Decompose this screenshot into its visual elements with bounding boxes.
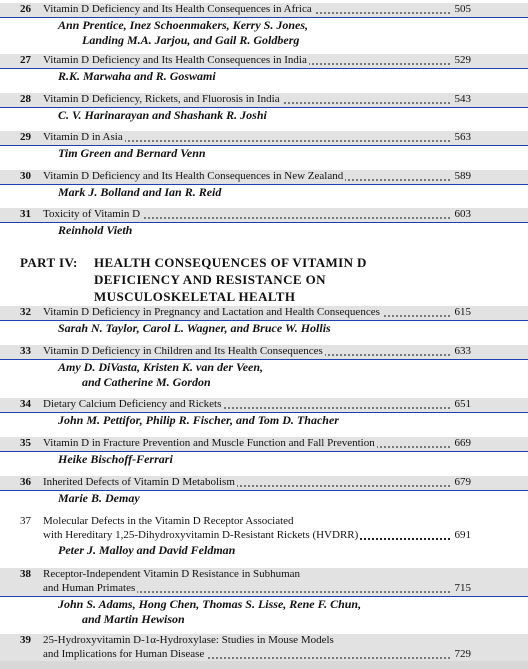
chapter-title[interactable]: Vitamin D Deficiency and Its Health Consequences in Africa bbox=[43, 3, 312, 15]
chapter-title[interactable]: Toxicity of Vitamin D bbox=[43, 208, 141, 220]
chapter-title[interactable]: Dietary Calcium Deficiency and Rickets bbox=[43, 398, 222, 410]
page-number[interactable]: 603 bbox=[452, 208, 472, 221]
chapter-number: 38 bbox=[20, 568, 31, 580]
page-number[interactable]: 651 bbox=[452, 398, 472, 411]
chapter-authors: John S. Adams, Hong Chen, Thomas S. Lisse, Rene F. Chun, bbox=[58, 597, 362, 611]
page-number[interactable]: 529 bbox=[452, 54, 472, 67]
page-number: 691 bbox=[452, 529, 472, 542]
toc-entry-link[interactable] bbox=[0, 345, 528, 360]
page-number[interactable]: 543 bbox=[452, 93, 472, 106]
chapter-authors: Marie B. Demay bbox=[58, 491, 140, 505]
page-bottom-strip bbox=[0, 661, 528, 669]
chapter-number: 27 bbox=[20, 54, 31, 66]
chapter-authors: and Catherine M. Gordon bbox=[82, 375, 211, 389]
chapter-title[interactable]: Vitamin D Deficiency and Its Health Consequences in India bbox=[43, 54, 307, 66]
chapter-authors: Heike Bischoff-Ferrari bbox=[58, 452, 173, 466]
chapter-title[interactable]: Inherited Defects of Vitamin D Metabolism bbox=[43, 476, 235, 488]
toc-entry-link[interactable] bbox=[0, 170, 528, 185]
toc-entry-28[interactable] bbox=[0, 93, 528, 123]
toc-entry-link[interactable] bbox=[0, 54, 528, 69]
chapter-number: 39 bbox=[20, 634, 31, 646]
chapter-authors: John M. Pettifor, Philip R. Fischer, and Tom D. Thacher bbox=[58, 413, 339, 427]
chapter-authors: R.K. Marwaha and R. Goswami bbox=[58, 69, 216, 83]
chapter-number: 35 bbox=[20, 437, 31, 449]
toc-entry-33[interactable] bbox=[0, 345, 528, 390]
chapter-number: 28 bbox=[20, 93, 31, 105]
toc-entry-34[interactable] bbox=[0, 398, 528, 428]
chapter-number: 31 bbox=[20, 208, 31, 220]
chapter-title: Molecular Defects in the Vitamin D Receptor Associated bbox=[43, 515, 294, 527]
chapter-title[interactable]: Receptor-Independent Vitamin D Resistance in Subhuman bbox=[43, 568, 301, 580]
chapter-title[interactable]: Vitamin D Deficiency in Pregnancy and Lactation and Health Consequences bbox=[43, 306, 380, 318]
part-title-line: HEALTH CONSEQUENCES OF VITAMIN D bbox=[94, 255, 367, 270]
chapter-number: 26 bbox=[20, 3, 31, 15]
chapter-authors: Tim Green and Bernard Venn bbox=[58, 146, 206, 160]
chapter-number: 30 bbox=[20, 170, 31, 182]
chapter-authors: Sarah N. Taylor, Carol L. Wagner, and Bruce W. Hollis bbox=[58, 321, 331, 335]
chapter-title[interactable]: and Human Primates bbox=[43, 582, 136, 594]
part-title bbox=[94, 255, 494, 306]
chapter-authors: Reinhold Vieth bbox=[58, 223, 133, 237]
page-number[interactable]: 505 bbox=[452, 3, 472, 16]
chapter-title[interactable]: Vitamin D in Fracture Prevention and Muscle Function and Fall Prevention bbox=[43, 437, 375, 449]
toc-entry-35[interactable] bbox=[0, 437, 528, 467]
page-number[interactable]: 615 bbox=[452, 306, 472, 319]
toc-entry-31[interactable] bbox=[0, 208, 528, 238]
page-number[interactable]: 669 bbox=[452, 437, 472, 450]
toc-entry-32[interactable] bbox=[0, 306, 528, 336]
toc-entry-36[interactable] bbox=[0, 476, 528, 506]
chapter-title[interactable]: Vitamin D Deficiency in Children and Its Health Consequences bbox=[43, 345, 323, 357]
chapter-title[interactable]: 25-Hydroxyvitamin D-1α-Hydroxylase: Studies in Mouse Models bbox=[43, 634, 334, 646]
chapter-title[interactable]: Vitamin D Deficiency and Its Health Consequences in New Zealand bbox=[43, 170, 344, 182]
chapter-authors: Landing M.A. Jarjou, and Gail R. Goldberg bbox=[82, 33, 300, 47]
page-number[interactable]: 563 bbox=[452, 131, 472, 144]
page-number[interactable]: 729 bbox=[452, 648, 472, 661]
toc-entry-link[interactable] bbox=[0, 634, 528, 648]
chapter-number: 34 bbox=[20, 398, 31, 410]
toc-entry-link[interactable] bbox=[0, 306, 528, 321]
toc-entry-link[interactable] bbox=[0, 568, 528, 582]
part-title-line: MUSCULOSKELETAL HEALTH bbox=[94, 289, 296, 304]
toc-entry-link[interactable] bbox=[0, 208, 528, 223]
toc-entry-39[interactable] bbox=[0, 634, 528, 663]
chapter-authors: C. V. Harinarayan and Shashank R. Joshi bbox=[58, 108, 267, 122]
part-title-line: DEFICIENCY AND RESISTANCE ON bbox=[94, 272, 326, 287]
toc-entry-26[interactable] bbox=[0, 3, 528, 48]
chapter-authors: and Martin Hewison bbox=[82, 612, 185, 626]
toc-entry-link[interactable] bbox=[0, 131, 528, 146]
toc-entry-27[interactable] bbox=[0, 54, 528, 84]
chapter-authors: Ann Prentice, Inez Schoenmakers, Kerry S. Jones, bbox=[58, 18, 309, 32]
chapter-number: 37 bbox=[20, 515, 31, 527]
chapter-authors: Peter J. Malloy and David Feldman bbox=[58, 543, 236, 557]
toc-entry-38[interactable] bbox=[0, 568, 528, 627]
toc-entry-37 bbox=[0, 515, 528, 558]
chapter-title[interactable]: Vitamin D Deficiency, Rickets, and Fluorosis in India bbox=[43, 93, 280, 105]
chapter-number: 29 bbox=[20, 131, 31, 143]
toc-entry-link[interactable] bbox=[0, 437, 528, 452]
chapter-number: 32 bbox=[20, 306, 31, 318]
chapter-title[interactable]: Vitamin D in Asia bbox=[43, 131, 123, 143]
toc-entry-link[interactable] bbox=[0, 3, 528, 18]
page-number[interactable]: 715 bbox=[452, 582, 472, 595]
chapter-authors: Amy D. DiVasta, Kristen K. van der Veen, bbox=[58, 360, 264, 374]
toc-entry-link[interactable] bbox=[0, 398, 528, 413]
toc-entry-line bbox=[0, 515, 528, 529]
toc-entry-line bbox=[0, 529, 528, 543]
chapter-title[interactable]: and Implications for Human Disease bbox=[43, 648, 205, 660]
page-number[interactable]: 679 bbox=[452, 476, 472, 489]
chapter-authors: Mark J. Bolland and Ian R. Reid bbox=[58, 185, 222, 199]
chapter-title: with Hereditary 1,25-Dihydroxyvitamin D-Resistant Rickets (HVDRR) bbox=[43, 529, 359, 541]
page-number[interactable]: 633 bbox=[452, 345, 472, 358]
chapter-number: 33 bbox=[20, 345, 31, 357]
toc-entry-30[interactable] bbox=[0, 170, 528, 200]
chapter-number: 36 bbox=[20, 476, 31, 488]
toc-entry-link[interactable] bbox=[0, 93, 528, 108]
part-label: PART IV: bbox=[20, 255, 78, 270]
page-number[interactable]: 589 bbox=[452, 170, 472, 183]
toc-entry-link[interactable] bbox=[0, 476, 528, 491]
toc-entry-29[interactable] bbox=[0, 131, 528, 161]
toc-entry-link[interactable] bbox=[0, 582, 528, 597]
